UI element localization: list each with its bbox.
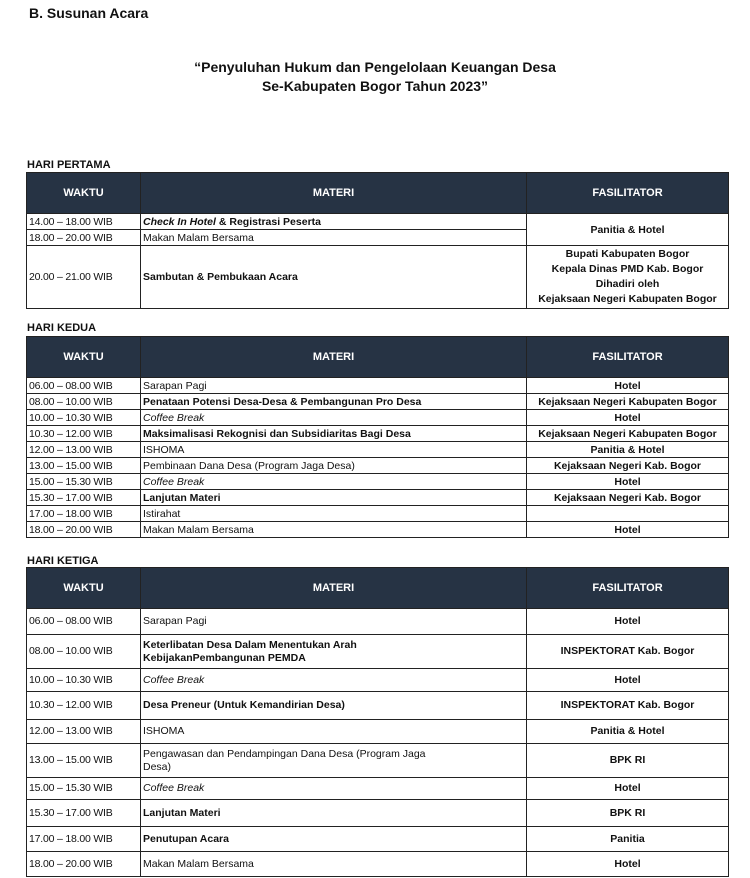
waktu-cell: 08.00 – 10.00 WIB	[27, 635, 141, 669]
fasilitator-line: Kejaksaan Negeri Kabupaten Bogor	[538, 293, 717, 305]
fasilitator-cell: INSPEKTORAT Kab. Bogor	[527, 635, 729, 669]
fasilitator-cell: BPK RI	[527, 800, 729, 827]
fasilitator-cell: Kejaksaan Negeri Kab. Bogor	[527, 458, 729, 474]
waktu-cell: 10.00 – 10.30 WIB	[27, 669, 141, 692]
day-1-table	[26, 172, 729, 309]
table-row	[27, 827, 729, 852]
fasilitator-cell: Kejaksaan Negeri Kab. Bogor	[527, 490, 729, 506]
fasilitator-cell: Hotel	[527, 852, 729, 877]
fasilitator-cell: Hotel	[527, 609, 729, 635]
materi-cell	[141, 635, 527, 669]
fasilitator-line: Dihadiri oleh	[595, 278, 660, 290]
table-row	[27, 394, 729, 410]
header-fasilitator: FASILITATOR	[527, 337, 729, 378]
waktu-cell: 18.00 – 20.00 WIB	[27, 230, 141, 246]
materi-cell: Coffee Break	[141, 778, 527, 800]
materi-cell: Coffee Break	[141, 474, 527, 490]
fasilitator-cell: Hotel	[527, 522, 729, 538]
fasilitator-cell: Hotel	[527, 410, 729, 426]
waktu-cell: 14.00 – 18.00 WIB	[27, 214, 141, 230]
materi-cell: Penataan Potensi Desa-Desa & Pembangunan Pro Desa	[141, 394, 527, 410]
materi-cell: Maksimalisasi Rekognisi dan Subsidiaritas Bagi Desa	[141, 426, 527, 442]
waktu-cell: 10.30 – 12.00 WIB	[27, 692, 141, 720]
materi-cell: Sarapan Pagi	[141, 609, 527, 635]
table-row	[27, 474, 729, 490]
materi-line: KebijakanPembangunan PEMDA	[143, 651, 306, 664]
table-header	[27, 337, 729, 378]
waktu-cell: 06.00 – 08.00 WIB	[27, 378, 141, 394]
fasilitator-cell: Hotel	[527, 378, 729, 394]
fasilitator-cell: Kejaksaan Negeri Kabupaten Bogor	[527, 394, 729, 410]
table-row	[27, 522, 729, 538]
waktu-cell: 15.00 – 15.30 WIB	[27, 778, 141, 800]
waktu-cell: 15.00 – 15.30 WIB	[27, 474, 141, 490]
materi-cell: ISHOMA	[141, 720, 527, 744]
fasilitator-cell: BPK RI	[527, 744, 729, 778]
materi-cell: Coffee Break	[141, 669, 527, 692]
table-row	[27, 458, 729, 474]
waktu-cell: 10.00 – 10.30 WIB	[27, 410, 141, 426]
header-fasilitator: FASILITATOR	[527, 173, 729, 214]
fasilitator-cell: Panitia & Hotel	[527, 720, 729, 744]
materi-cell: Penutupan Acara	[141, 827, 527, 852]
materi-cell: Lanjutan Materi	[141, 800, 527, 827]
header-materi: MATERI	[141, 568, 527, 609]
waktu-cell: 13.00 – 15.00 WIB	[27, 744, 141, 778]
table-row	[27, 609, 729, 635]
header-waktu: WAKTU	[27, 568, 141, 609]
section-heading: B. Susunan Acara	[29, 5, 149, 21]
fasilitator-line: Bupati Kabupaten Bogor	[565, 248, 690, 260]
table-row	[27, 635, 729, 669]
materi-cell: ISHOMA	[141, 442, 527, 458]
waktu-cell: 18.00 – 20.00 WIB	[27, 522, 141, 538]
materi-cell: Lanjutan Materi	[141, 490, 527, 506]
materi-cell	[141, 214, 527, 230]
materi-cell: Sarapan Pagi	[141, 378, 527, 394]
waktu-cell: 12.00 – 13.00 WIB	[27, 720, 141, 744]
day-1-label: HARI PERTAMA	[27, 159, 111, 171]
table-row	[27, 720, 729, 744]
table-row	[27, 426, 729, 442]
header-waktu: WAKTU	[27, 173, 141, 214]
header-waktu: WAKTU	[27, 337, 141, 378]
waktu-cell: 10.30 – 12.00 WIB	[27, 426, 141, 442]
waktu-cell: 17.00 – 18.00 WIB	[27, 827, 141, 852]
table-row	[27, 744, 729, 778]
materi-checkin: Check In Hotel	[143, 215, 216, 228]
materi-cell: Istirahat	[141, 506, 527, 522]
table-row	[27, 442, 729, 458]
waktu-cell: 15.30 – 17.00 WIB	[27, 490, 141, 506]
waktu-cell: 06.00 – 08.00 WIB	[27, 609, 141, 635]
waktu-cell: 18.00 – 20.00 WIB	[27, 852, 141, 877]
waktu-cell: 08.00 – 10.00 WIB	[27, 394, 141, 410]
fasilitator-cell: Panitia & Hotel	[527, 214, 729, 246]
fasilitator-cell: Panitia	[527, 827, 729, 852]
materi-cell: Makan Malam Bersama	[141, 852, 527, 877]
header-materi: MATERI	[141, 173, 527, 214]
materi-cell: Coffee Break	[141, 410, 527, 426]
table-row	[27, 378, 729, 394]
table-header	[27, 568, 729, 609]
waktu-cell: 15.30 – 17.00 WIB	[27, 800, 141, 827]
waktu-cell: 20.00 – 21.00 WIB	[27, 246, 141, 309]
materi-cell: Desa Preneur (Untuk Kemandirian Desa)	[141, 692, 527, 720]
table-row	[27, 246, 729, 309]
fasilitator-cell	[527, 506, 729, 522]
waktu-cell: 17.00 – 18.00 WIB	[27, 506, 141, 522]
table-row	[27, 852, 729, 877]
day-2-table	[26, 336, 729, 538]
table-row	[27, 778, 729, 800]
materi-registrasi: & Registrasi Peserta	[215, 215, 321, 228]
fasilitator-cell: Hotel	[527, 778, 729, 800]
table-row	[27, 669, 729, 692]
table-row	[27, 506, 729, 522]
day-2-label: HARI KEDUA	[27, 322, 97, 334]
table-row	[27, 214, 729, 230]
materi-line: Desa)	[143, 760, 172, 773]
table-row	[27, 800, 729, 827]
table-row	[27, 692, 729, 720]
table-row	[27, 410, 729, 426]
header-fasilitator: FASILITATOR	[527, 568, 729, 609]
fasilitator-cell: Kejaksaan Negeri Kabupaten Bogor	[527, 426, 729, 442]
document-title	[0, 58, 750, 96]
table-row	[27, 490, 729, 506]
materi-cell: Makan Malam Bersama	[141, 230, 527, 246]
materi-line: Pengawasan dan Pendampingan Dana Desa (Program Jaga	[143, 747, 426, 760]
materi-cell: Sambutan & Pembukaan Acara	[141, 246, 527, 309]
materi-line: Keterlibatan Desa Dalam Menentukan Arah	[143, 638, 357, 651]
materi-cell: Pembinaan Dana Desa (Program Jaga Desa)	[141, 458, 527, 474]
waktu-cell: 13.00 – 15.00 WIB	[27, 458, 141, 474]
fasilitator-cell: Hotel	[527, 474, 729, 490]
fasilitator-cell: Panitia & Hotel	[527, 442, 729, 458]
materi-cell: Makan Malam Bersama	[141, 522, 527, 538]
fasilitator-cell: Hotel	[527, 669, 729, 692]
waktu-cell: 12.00 – 13.00 WIB	[27, 442, 141, 458]
fasilitator-line: Kepala Dinas PMD Kab. Bogor	[551, 263, 704, 275]
header-materi: MATERI	[141, 337, 527, 378]
fasilitator-cell	[527, 246, 729, 309]
title-line-2: Se-Kabupaten Bogor Tahun 2023”	[261, 78, 489, 94]
day-3-label: HARI KETIGA	[27, 555, 99, 567]
table-header	[27, 173, 729, 214]
title-line-1: “Penyuluhan Hukum dan Pengelolaan Keuangan Desa	[194, 59, 556, 75]
materi-cell	[141, 744, 527, 778]
day-3-table	[26, 567, 729, 877]
fasilitator-cell: INSPEKTORAT Kab. Bogor	[527, 692, 729, 720]
